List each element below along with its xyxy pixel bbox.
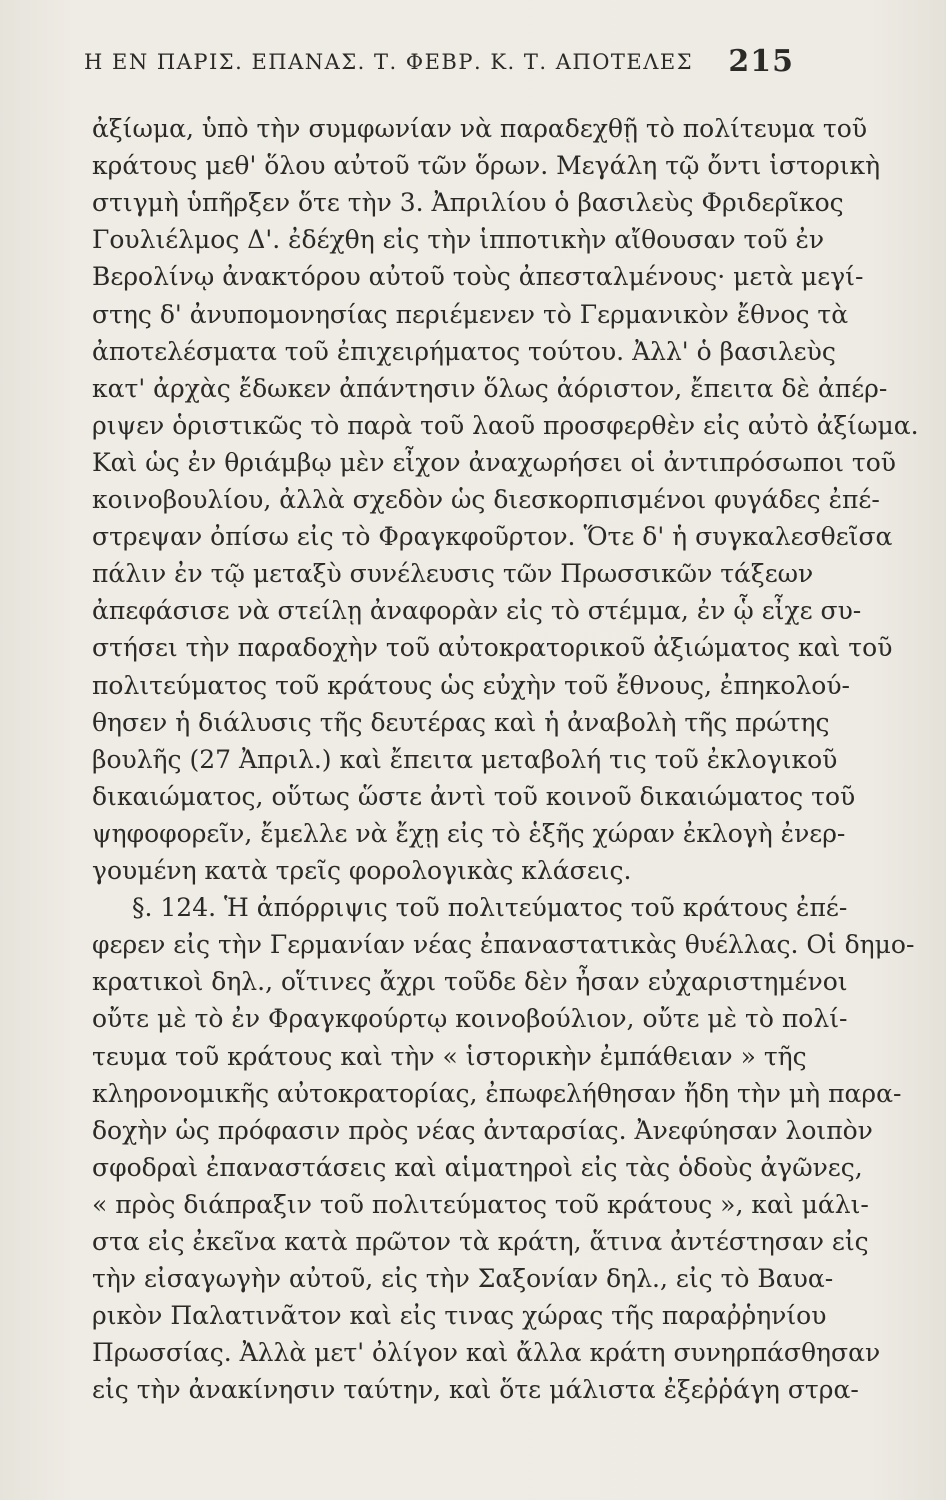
text-line: στα εἰς ἐκεῖνα κατὰ πρῶτον τὰ κράτη, ἅτινα ἀντέστησαν εἰς xyxy=(92,1227,869,1256)
running-head: Η ΕΝ ΠΑΡΙΣ. ΕΠΑΝΑΣ. Τ. ΦΕΒΡ. Κ. Τ. ΑΠΟΤΕΛΕΣ xyxy=(84,50,694,74)
text-line: κατ' ἀρχὰς ἔδωκεν ἀπάντησιν ὅλως ἀόριστον, ἔπειτα δὲ ἀπέρ- xyxy=(92,373,888,403)
text-line: Γουλιέλμος Δ'. ἐδέχθη εἰς τὴν ἱπποτικὴν αἴθουσαν τοῦ ἐν xyxy=(92,225,825,255)
text-line: ἀποτελέσματα τοῦ ἐπιχειρήματος τούτου. Ἀλλ' ὁ βασιλεὺς xyxy=(92,336,836,366)
text-line: « πρὸς διάπραξιν τοῦ πολιτεύματος τοῦ κράτους », καὶ μάλι- xyxy=(92,1189,869,1219)
text-line: πάλιν ἐν τῷ μεταξὺ συνέλευσις τῶν Πρωσσικῶν τάξεων xyxy=(92,559,814,589)
text-line: φερεν εἰς τὴν Γερμανίαν νέας ἐπαναστατικὰς θυέλλας. Οἱ δημο- xyxy=(92,930,915,960)
text-line: κοινοβουλίου, ἀλλὰ σχεδὸν ὡς διεσκορπισμένοι φυγάδες ἐπέ- xyxy=(92,485,880,514)
text-line: στήσει τὴν παραδοχὴν τοῦ αὐτοκρατορικοῦ ἀξιώματος καὶ τοῦ xyxy=(92,633,893,663)
text-line: §. 124. Ἡ ἀπόρριψις τοῦ πολιτεύματος τοῦ κράτους ἐπέ- xyxy=(132,893,848,923)
text-line: κράτους μεθ' ὅλου αὐτοῦ τῶν ὅρων. Μεγάλη τῷ ὄντι ἱστορικὴ xyxy=(92,151,881,181)
text-line: τευμα τοῦ κράτους καὶ τὴν « ἱστορικὴν ἐμπάθειαν » τῆς xyxy=(92,1041,807,1071)
text-line: Βερολίνῳ ἀνακτόρου αὐτοῦ τοὺς ἀπεσταλμένους· μετὰ μεγί- xyxy=(92,262,864,292)
text-line: οὔτε μὲ τὸ ἐν Φραγκφούρτῳ κοινοβούλιον, οὔτε μὲ τὸ πολί- xyxy=(92,1004,848,1034)
text-line: θησεν ἡ διάλυσις τῆς δευτέρας καὶ ἡ ἀναβολὴ τῆς πρώτης xyxy=(92,707,830,737)
page-number: 215 xyxy=(728,44,794,79)
text-line: βουλῆς (27 Ἀπριλ.) καὶ ἔπειτα μεταβολή τις τοῦ ἐκλογικοῦ xyxy=(92,744,838,774)
text-line: ριψεν ὁριστικῶς τὸ παρὰ τοῦ λαοῦ προσφερθὲν εἰς αὐτὸ ἀξίωμα. xyxy=(92,410,919,440)
text-line: Καὶ ὡς ἐν θριάμβῳ μὲν εἶχον ἀναχωρήσει οἱ ἀντιπρόσωποι τοῦ xyxy=(92,447,896,477)
text-line: τὴν εἰσαγωγὴν αὐτοῦ, εἰς τὴν Σαξονίαν δηλ., εἰς τὸ Βαυα- xyxy=(92,1264,834,1294)
text-line: Πρωσσίας. Ἀλλὰ μετ' ὀλίγον καὶ ἄλλα κράτη συνηρπάσθησαν xyxy=(92,1338,881,1368)
text-line: ἀξίωμα, ὑπὸ τὴν συμφωνίαν νὰ παραδεχθῇ τὸ πολίτευμα τοῦ xyxy=(92,114,868,143)
text-line: ἀπεφάσισε νὰ στείλῃ ἀναφορὰν εἰς τὸ στέμμα, ἐν ᾧ εἶχε συ- xyxy=(92,596,862,626)
text-line: δικαιώματος, οὕτως ὥστε ἀντὶ τοῦ κοινοῦ δικαιώματος τοῦ xyxy=(92,781,856,811)
text-line: εἰς τὴν ἀνακίνησιν ταύτην, καὶ ὅτε μάλιστα ἐξεῤῥάγη στρα- xyxy=(92,1375,859,1405)
text-line: στρεψαν ὀπίσω εἰς τὸ Φραγκφοῦρτον. Ὅτε δ' ἡ συγκαλεσθεῖσα xyxy=(92,522,893,552)
text-line: σφοδραὶ ἐπαναστάσεις καὶ αἱματηροὶ εἰς τὰς ὁδοὺς ἀγῶνες, xyxy=(92,1152,863,1182)
text-line: κληρονομικῆς αὐτοκρατορίας, ἐπωφελήθησαν ἤδη τὴν μὴ παρα- xyxy=(92,1078,902,1108)
text-line: στιγμὴ ὑπῆρξεν ὅτε τὴν 3. Ἀπριλίου ὁ βασιλεὺς Φριδερῖκος xyxy=(92,188,844,218)
text-line: γουμένη κατὰ τρεῖς φορολογικὰς κλάσεις. xyxy=(92,856,632,885)
text-line: πολιτεύματος τοῦ κράτους ὡς εὐχὴν τοῦ ἔθνους, ἐπηκολού- xyxy=(92,670,850,700)
text-line: ρικὸν Παλατινᾶτον καὶ εἰς τινας χώρας τῆς παραῤῥηνίου xyxy=(92,1301,827,1331)
text-line: δοχὴν ὡς πρόφασιν πρὸς νέας ἀνταρσίας. Ἀνεφύησαν λοιπὸν xyxy=(92,1115,873,1145)
text-line: ψηφοφορεῖν, ἔμελλε νὰ ἔχῃ εἰς τὸ ἑξῆς χώραν ἐκλογὴ ἐνερ- xyxy=(92,818,846,848)
text-line: στης δ' ἀνυπομονησίας περιέμενεν τὸ Γερμανικὸν ἔθνος τὰ xyxy=(92,299,849,329)
text-line: κρατικοὶ δηλ., οἵτινες ἄχρι τοῦδε δὲν ἦσαν εὐχαριστημένοι xyxy=(92,967,848,997)
page-header xyxy=(84,44,794,84)
